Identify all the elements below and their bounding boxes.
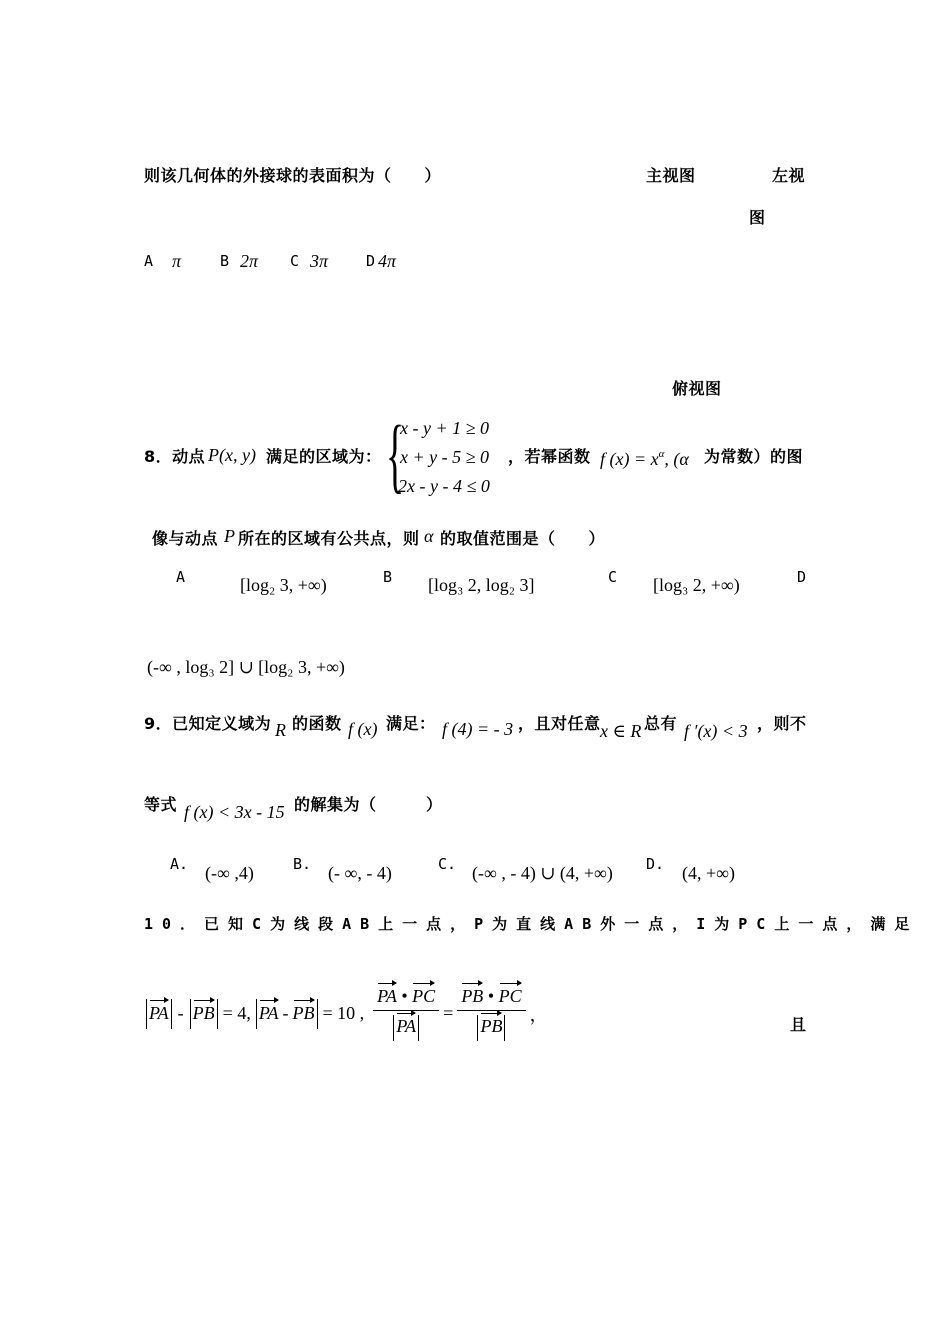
q8-option-a-value: [log₂ 3, +∞): [240, 575, 327, 595]
q9-option-c-value: (-∞ , - 4) ∪ (4, +∞): [472, 863, 613, 883]
q8-text-1: 满足的区域为：: [266, 447, 382, 466]
q8-line2-alpha: α: [424, 526, 434, 546]
front-view-label: 主视图: [646, 166, 696, 185]
q7-option-c-label: C: [290, 252, 300, 270]
q8-option-a-label: A: [176, 568, 186, 586]
q7-option-a-value: π: [172, 251, 182, 271]
inequality-1: x - y + 1 ≥ 0: [400, 418, 489, 438]
q10-stem: 10．已知C为线段AB上一点，P为直线AB外一点，I为PC上一点，满足: [144, 915, 919, 933]
q7-stem: 则该几何体的外接球的表面积为（ ）: [144, 166, 442, 185]
q10-equation: PA - PB = 4, PA - PB = 10 , $\frac{PA • PC}{PA}$ = $\frac{PB • PC}{PB}$ ，: [144, 986, 548, 1041]
q9-line2-b: 的解集为（ ）: [294, 795, 443, 814]
q7-option-d-value: 4π: [378, 251, 397, 271]
q9-option-a-value: (-∞ ,4): [205, 863, 254, 883]
q9-condition: f (4) = - 3: [442, 719, 514, 739]
system-brace: {: [386, 409, 405, 502]
q8-option-b-value: [log₃ 2, log₂ 3]: [428, 575, 535, 595]
q9-line2-a: 等式: [144, 795, 178, 814]
q8-line2-p: P: [224, 526, 235, 546]
inequality-3: 2x - y - 4 ≤ 0: [398, 476, 490, 496]
q7-option-b-label: B: [220, 252, 230, 270]
q8-option-b-label: B: [383, 568, 393, 586]
q9-option-d-label: D.: [646, 855, 665, 873]
power-function: f $(x) = x^\alpha$, (α: [600, 448, 689, 469]
q8-line2-b: 所在的区域有公共点，则: [238, 529, 420, 548]
q9-text-4: 总有: [644, 714, 678, 733]
q8-line2-c: 的取值范围是（ ）: [440, 529, 606, 548]
q8-text-3: 为常数）的图: [704, 447, 804, 466]
q8-line2-a: 像与动点: [152, 529, 219, 548]
q8-option-d-value: (-∞ , log₃ 2] ∪ [log₂ 3, +∞): [147, 657, 345, 677]
q9-option-a-label: A.: [170, 855, 189, 873]
q9-inequality: f (x) < 3x - 15: [184, 802, 285, 822]
q9-derivative: f ′(x) < 3: [684, 721, 748, 741]
q8-option-c-label: C: [608, 568, 618, 586]
q9-text-3: ，且对任意: [518, 714, 601, 733]
q8-point: P(x, y): [208, 445, 256, 465]
q9-option-b-value: (- ∞, - 4): [328, 863, 392, 883]
q7-option-c-value: 3π: [310, 251, 329, 271]
q8-text-2: ，若幂函数: [508, 447, 591, 466]
q9-text-2: 满足：: [386, 714, 436, 733]
q7-option-a-label: A: [144, 252, 154, 270]
q9-fx: f (x): [348, 719, 378, 739]
inequality-2: x + y - 5 ≥ 0: [400, 447, 489, 467]
left-view-label-cont: 图: [749, 208, 766, 227]
q9-text-1: 的函数: [292, 714, 342, 733]
q9-text-5: ，则不: [757, 714, 807, 733]
q7-option-d-label: D: [366, 252, 376, 270]
top-view-label: 俯视图: [672, 379, 722, 398]
q7-option-b-value: 2π: [240, 251, 259, 271]
q9-domain-r: R: [275, 720, 286, 740]
q9-option-d-value: (4, +∞): [682, 863, 735, 883]
q8-option-c-value: [log₃ 2, +∞): [653, 575, 740, 595]
q9-prefix: 9．已知定义域为: [144, 714, 272, 733]
q8-prefix: 8．动点: [144, 447, 206, 466]
q10-qie: 且: [790, 1015, 807, 1034]
left-view-label: 左视: [772, 166, 806, 185]
q9-option-c-label: C.: [438, 855, 457, 873]
q8-option-d-label: D: [797, 568, 807, 586]
q9-x-in-r: x ∈ R: [600, 721, 642, 741]
q9-option-b-label: B.: [293, 855, 312, 873]
